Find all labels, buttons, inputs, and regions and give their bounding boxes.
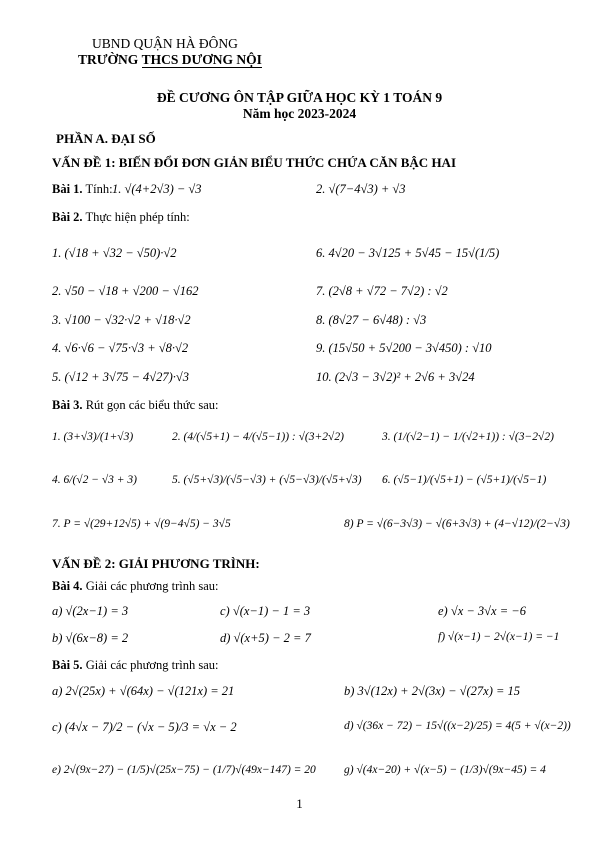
exercise-4-item-b: b) √(6x−8) = 2	[52, 631, 129, 645]
school-name	[78, 52, 262, 68]
exercise-5-item-d: d) √(36x − 72) − 15√((x−2)/25) = 4(5 + √(x−2))	[344, 720, 571, 732]
exercise-2-item-8: 8. (8√27 − 6√48) : √3	[316, 313, 427, 327]
exercise-1-item-1: 1. √(4+2√3) − √3	[112, 182, 202, 196]
exercise-4-item-a: a) √(2x−1) = 3	[52, 604, 129, 618]
exercise-2-item-7: 7. (2√8 + √72 − 7√2) : √2	[316, 284, 448, 298]
exercise-3	[52, 398, 218, 413]
exercise-4-item-d: d) √(x+5) − 2 = 7	[220, 631, 311, 645]
exercise-4-item-c: c) √(x−1) − 1 = 3	[220, 604, 311, 618]
exercise-3-label: Bài 3.	[52, 398, 83, 412]
topic-2-heading: VẤN ĐỀ 2: GIẢI PHƯƠNG TRÌNH:	[52, 556, 260, 571]
exercise-5-item-g: g) √(4x−20) + √(x−5) − (1/3)√(9x−45) = 4	[344, 764, 546, 776]
page-title: ĐỀ CƯƠNG ÔN TẬP GIỮA HỌC KỲ 1 TOÁN 9	[156, 90, 443, 105]
part-a-heading: PHẦN A. ĐẠI SỐ	[56, 131, 156, 146]
exercise-4-label: Bài 4.	[52, 579, 83, 593]
exercise-2-item-5: 5. (√12 + 3√75 − 4√27)·√3	[52, 370, 190, 384]
exercise-1-label: Bài 1.	[52, 182, 83, 196]
topic-1-heading: VẤN ĐỀ 1: BIẾN ĐỔI ĐƠN GIẢN BIỂU THỨC CHỨA CĂN BẬC HAI	[52, 155, 456, 170]
exercise-1-item-2: 2. √(7−4√3) + √3	[316, 182, 406, 196]
exercise-3-item-4: 4. 6/(√2 − √3 + 3)	[52, 474, 137, 486]
exercise-2-label: Bài 2.	[52, 210, 83, 224]
school-name-underlined: THCS DƯƠNG NỘI	[141, 52, 262, 67]
exercise-2-item-9: 9. (15√50 + 5√200 − 3√450) : √10	[316, 341, 492, 355]
exercise-4-item-e: e) √x − 3√x = −6	[438, 604, 526, 618]
exercise-3-item-3: 3. (1/(√2−1) − 1/(√2+1)) : √(3−2√2)	[382, 431, 554, 443]
exercise-1-text: Tính:	[82, 182, 113, 196]
exercise-3-item-1: 1. (3+√3)/(1+√3)	[52, 431, 134, 443]
page-number: 1	[296, 796, 303, 811]
exercise-2-item-1: 1. (√18 + √32 − √50)·√2	[52, 246, 177, 260]
exercise-4-text: Giải các phương trình sau:	[82, 579, 219, 593]
exercise-5-item-c: c) (4√x − 7)/2 − (√x − 5)/3 = √x − 2	[52, 720, 237, 734]
exercise-5-item-e: e) 2√(9x−27) − (1/5)√(25x−75) − (1/7)√(49x−147) = 20	[52, 764, 316, 776]
exercise-3-item-8: 8) P = √(6−3√3) − √(6+3√3) + (4−√12)/(2−√3)	[344, 518, 570, 530]
exercise-2-text: Thực hiện phép tính:	[82, 210, 190, 224]
exercise-2-item-4: 4. √6·√6 − √75·√3 + √8·√2	[52, 341, 189, 355]
exercise-1	[52, 182, 113, 197]
exercise-2-item-10: 10. (2√3 − 3√2)² + 2√6 + 3√24	[316, 370, 475, 384]
exercise-3-item-2: 2. (4/(√5+1) − 4/(√5−1)) : √(3+2√2)	[172, 431, 344, 443]
exercise-3-text: Rút gọn các biểu thức sau:	[82, 398, 219, 412]
exercise-5-item-a: a) 2√(25x) + √(64x) − √(121x) = 21	[52, 684, 235, 698]
exercise-2-item-6: 6. 4√20 − 3√125 + 5√45 − 15√(1/5)	[316, 246, 500, 260]
exercise-4	[52, 579, 218, 594]
exercise-2-item-2: 2. √50 − √18 + √200 − √162	[52, 284, 199, 298]
exercise-4-item-f: f) √(x−1) − 2√(x−1) = −1	[438, 631, 560, 643]
exercise-5-text: Giải các phương trình sau:	[82, 658, 219, 672]
exercise-3-item-7: 7. P = √(29+12√5) + √(9−4√5) − 3√5	[52, 518, 231, 530]
exercise-2	[52, 210, 190, 225]
school-year: Năm học 2023-2024	[242, 106, 357, 121]
exercise-5-item-b: b) 3√(12x) + 2√(3x) − √(27x) = 15	[344, 684, 521, 698]
org-name: UBND QUẬN HÀ ĐÔNG	[92, 36, 238, 51]
exercise-5	[52, 658, 218, 673]
school-prefix: TRƯỜNG	[78, 52, 142, 67]
exercise-3-item-5: 5. (√5+√3)/(√5−√3) + (√5−√3)/(√5+√3)	[172, 474, 362, 486]
exercise-3-item-6: 6. (√5−1)/(√5+1) − (√5+1)/(√5−1)	[382, 474, 547, 486]
exercise-2-item-3: 3. √100 − √32·√2 + √18·√2	[52, 313, 191, 327]
exercise-5-label: Bài 5.	[52, 658, 83, 672]
